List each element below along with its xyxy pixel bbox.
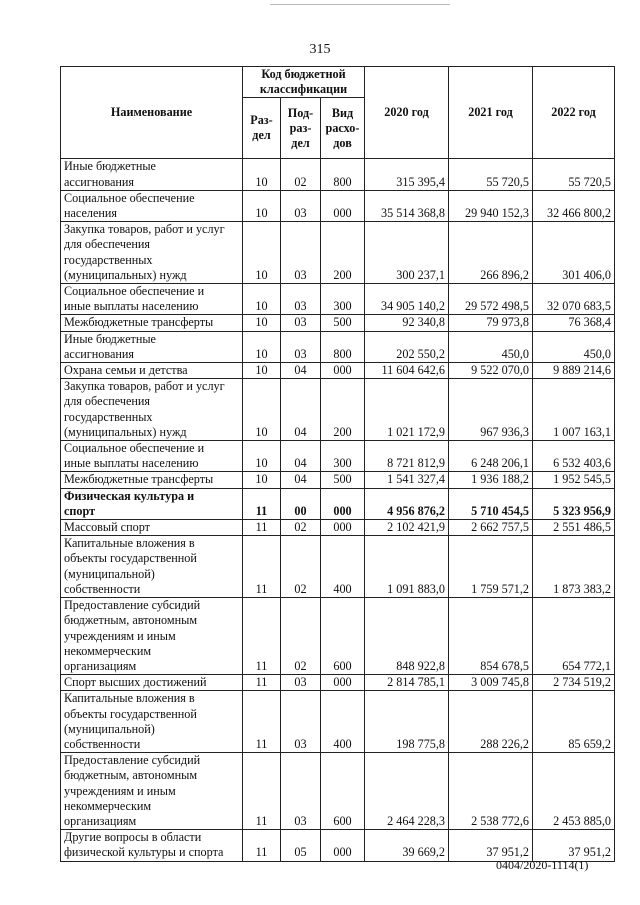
page-number: 315 — [309, 42, 331, 57]
row-value-2022: 1 952 545,5 — [533, 472, 615, 488]
row-subsection: 03 — [281, 753, 321, 830]
row-value-2021: 450,0 — [449, 331, 533, 362]
row-value-2020: 202 550,2 — [365, 331, 449, 362]
row-subsection: 02 — [281, 536, 321, 598]
row-expense-type: 200 — [321, 222, 365, 284]
table-row — [61, 441, 615, 472]
row-section: 11 — [243, 830, 281, 861]
row-expense-type: 300 — [321, 284, 365, 315]
row-name: Спорт высших достижений — [61, 675, 243, 691]
row-expense-type: 300 — [321, 441, 365, 472]
row-name: Межбюджетные трансферты — [61, 472, 243, 488]
row-section: 11 — [243, 691, 281, 753]
row-subsection: 03 — [281, 331, 321, 362]
row-value-2022: 654 772,1 — [533, 598, 615, 675]
row-name: Другие вопросы в области физической культуры и спорта — [61, 830, 243, 861]
row-value-2022: 2 734 519,2 — [533, 675, 615, 691]
row-value-2022: 1 873 383,2 — [533, 536, 615, 598]
table-row — [61, 331, 615, 362]
row-value-2020: 34 905 140,2 — [365, 284, 449, 315]
row-name: Капитальные вложения в объекты государственной (муниципальной) собственности — [61, 536, 243, 598]
row-subsection: 02 — [281, 598, 321, 675]
row-value-2021: 3 009 745,8 — [449, 675, 533, 691]
row-value-2021: 854 678,5 — [449, 598, 533, 675]
row-expense-type: 800 — [321, 159, 365, 190]
row-section: 10 — [243, 472, 281, 488]
row-expense-type: 200 — [321, 379, 365, 441]
row-value-2022: 85 659,2 — [533, 691, 615, 753]
row-name: Межбюджетные трансферты — [61, 315, 243, 331]
table-row — [61, 753, 615, 830]
row-section: 10 — [243, 379, 281, 441]
row-value-2022: 301 406,0 — [533, 222, 615, 284]
row-section: 10 — [243, 284, 281, 315]
row-value-2020: 8 721 812,9 — [365, 441, 449, 472]
row-section: 11 — [243, 520, 281, 536]
row-expense-type: 500 — [321, 315, 365, 331]
header-2020: 2020 год — [365, 67, 449, 159]
row-expense-type: 000 — [321, 190, 365, 221]
row-section: 11 — [243, 598, 281, 675]
row-value-2021: 29 940 152,3 — [449, 190, 533, 221]
row-value-2022: 32 466 800,2 — [533, 190, 615, 221]
row-value-2020: 315 395,4 — [365, 159, 449, 190]
row-subsection: 05 — [281, 830, 321, 861]
row-value-2022: 2 453 885,0 — [533, 753, 615, 830]
row-value-2020: 2 464 228,3 — [365, 753, 449, 830]
row-name: Предоставление субсидий бюджетным, автономным учреждениям и иным некоммерческим организациям — [61, 753, 243, 830]
budget-table — [60, 66, 615, 862]
row-value-2021: 79 973,8 — [449, 315, 533, 331]
row-section: 10 — [243, 190, 281, 221]
table-row — [61, 363, 615, 379]
row-expense-type: 000 — [321, 520, 365, 536]
row-value-2020: 11 604 642,6 — [365, 363, 449, 379]
row-value-2021: 5 710 454,5 — [449, 488, 533, 519]
row-value-2020: 1 021 172,9 — [365, 379, 449, 441]
row-value-2021: 9 522 070,0 — [449, 363, 533, 379]
table-row — [61, 315, 615, 331]
table-row — [61, 379, 615, 441]
header-2022: 2022 год — [533, 67, 615, 159]
row-value-2021: 55 720,5 — [449, 159, 533, 190]
table-row — [61, 284, 615, 315]
row-section: 10 — [243, 363, 281, 379]
row-section: 10 — [243, 441, 281, 472]
row-name: Предоставление субсидий бюджетным, автономным учреждениям и иным некоммерческим организациям — [61, 598, 243, 675]
row-expense-type: 000 — [321, 363, 365, 379]
row-value-2022: 2 551 486,5 — [533, 520, 615, 536]
row-name: Физическая культура и спорт — [61, 488, 243, 519]
table-row — [61, 830, 615, 861]
header-2021: 2021 год — [449, 67, 533, 159]
table-body — [61, 159, 615, 861]
row-expense-type: 400 — [321, 536, 365, 598]
header-code-group: Код бюджетной классификации — [243, 67, 365, 98]
row-section: 10 — [243, 331, 281, 362]
header-name: Наименование — [61, 67, 243, 159]
row-value-2021: 6 248 206,1 — [449, 441, 533, 472]
row-name: Охрана семьи и детства — [61, 363, 243, 379]
row-subsection: 03 — [281, 675, 321, 691]
row-value-2021: 29 572 498,5 — [449, 284, 533, 315]
row-value-2021: 288 226,2 — [449, 691, 533, 753]
row-value-2022: 55 720,5 — [533, 159, 615, 190]
row-value-2022: 37 951,2 — [533, 830, 615, 861]
row-name: Социальное обеспечение и иные выплаты населению — [61, 441, 243, 472]
row-section: 11 — [243, 488, 281, 519]
header-section: Раз- дел — [243, 98, 281, 159]
row-value-2020: 300 237,1 — [365, 222, 449, 284]
row-expense-type: 600 — [321, 753, 365, 830]
row-name: Массовый спорт — [61, 520, 243, 536]
row-name: Закупка товаров, работ и услуг для обеспечения государственных (муниципальных) нужд — [61, 379, 243, 441]
row-name: Капитальные вложения в объекты государственной (муниципальной) собственности — [61, 691, 243, 753]
top-edge-line — [270, 4, 450, 5]
document-code: 0404/2020-1114(1) — [496, 858, 589, 872]
row-section: 10 — [243, 315, 281, 331]
row-value-2022: 6 532 403,6 — [533, 441, 615, 472]
table-row — [61, 520, 615, 536]
row-expense-type: 000 — [321, 675, 365, 691]
table-row — [61, 691, 615, 753]
row-value-2022: 1 007 163,1 — [533, 379, 615, 441]
row-value-2020: 4 956 876,2 — [365, 488, 449, 519]
row-expense-type: 800 — [321, 331, 365, 362]
row-expense-type: 500 — [321, 472, 365, 488]
row-value-2022: 450,0 — [533, 331, 615, 362]
row-value-2020: 198 775,8 — [365, 691, 449, 753]
row-value-2020: 848 922,8 — [365, 598, 449, 675]
row-expense-type: 000 — [321, 830, 365, 861]
table-row — [61, 222, 615, 284]
row-value-2022: 5 323 956,9 — [533, 488, 615, 519]
row-name: Иные бюджетные ассигнования — [61, 159, 243, 190]
row-value-2020: 35 514 368,8 — [365, 190, 449, 221]
row-value-2021: 266 896,2 — [449, 222, 533, 284]
row-value-2022: 32 070 683,5 — [533, 284, 615, 315]
table-row — [61, 159, 615, 190]
row-section: 11 — [243, 753, 281, 830]
row-subsection: 00 — [281, 488, 321, 519]
row-expense-type: 000 — [321, 488, 365, 519]
row-subsection: 04 — [281, 441, 321, 472]
table-row — [61, 598, 615, 675]
header-expense-type: Вид расхо- дов — [321, 98, 365, 159]
row-value-2020: 2 102 421,9 — [365, 520, 449, 536]
row-value-2020: 2 814 785,1 — [365, 675, 449, 691]
row-section: 10 — [243, 159, 281, 190]
row-section: 10 — [243, 222, 281, 284]
table-row — [61, 488, 615, 519]
row-value-2021: 2 662 757,5 — [449, 520, 533, 536]
row-value-2020: 92 340,8 — [365, 315, 449, 331]
row-value-2021: 37 951,2 — [449, 830, 533, 861]
row-name: Социальное обеспечение и иные выплаты населению — [61, 284, 243, 315]
row-name: Социальное обеспечение населения — [61, 190, 243, 221]
table-row — [61, 675, 615, 691]
row-expense-type: 400 — [321, 691, 365, 753]
row-section: 11 — [243, 675, 281, 691]
row-subsection: 03 — [281, 284, 321, 315]
table-row — [61, 536, 615, 598]
row-expense-type: 600 — [321, 598, 365, 675]
header-subsection: Под- раз- дел — [281, 98, 321, 159]
row-name: Иные бюджетные ассигнования — [61, 331, 243, 362]
row-subsection: 03 — [281, 315, 321, 331]
row-value-2020: 39 669,2 — [365, 830, 449, 861]
row-subsection: 02 — [281, 520, 321, 536]
row-subsection: 03 — [281, 190, 321, 221]
row-value-2021: 2 538 772,6 — [449, 753, 533, 830]
row-value-2020: 1 091 883,0 — [365, 536, 449, 598]
row-subsection: 02 — [281, 159, 321, 190]
row-section: 11 — [243, 536, 281, 598]
table-row — [61, 472, 615, 488]
row-name: Закупка товаров, работ и услуг для обеспечения государственных (муниципальных) нужд — [61, 222, 243, 284]
row-value-2022: 9 889 214,6 — [533, 363, 615, 379]
table-header — [61, 67, 615, 159]
row-subsection: 04 — [281, 379, 321, 441]
row-subsection: 03 — [281, 222, 321, 284]
row-subsection: 03 — [281, 691, 321, 753]
row-subsection: 04 — [281, 363, 321, 379]
row-subsection: 04 — [281, 472, 321, 488]
row-value-2021: 1 936 188,2 — [449, 472, 533, 488]
row-value-2020: 1 541 327,4 — [365, 472, 449, 488]
row-value-2021: 1 759 571,2 — [449, 536, 533, 598]
row-value-2022: 76 368,4 — [533, 315, 615, 331]
row-value-2021: 967 936,3 — [449, 379, 533, 441]
table-row — [61, 190, 615, 221]
